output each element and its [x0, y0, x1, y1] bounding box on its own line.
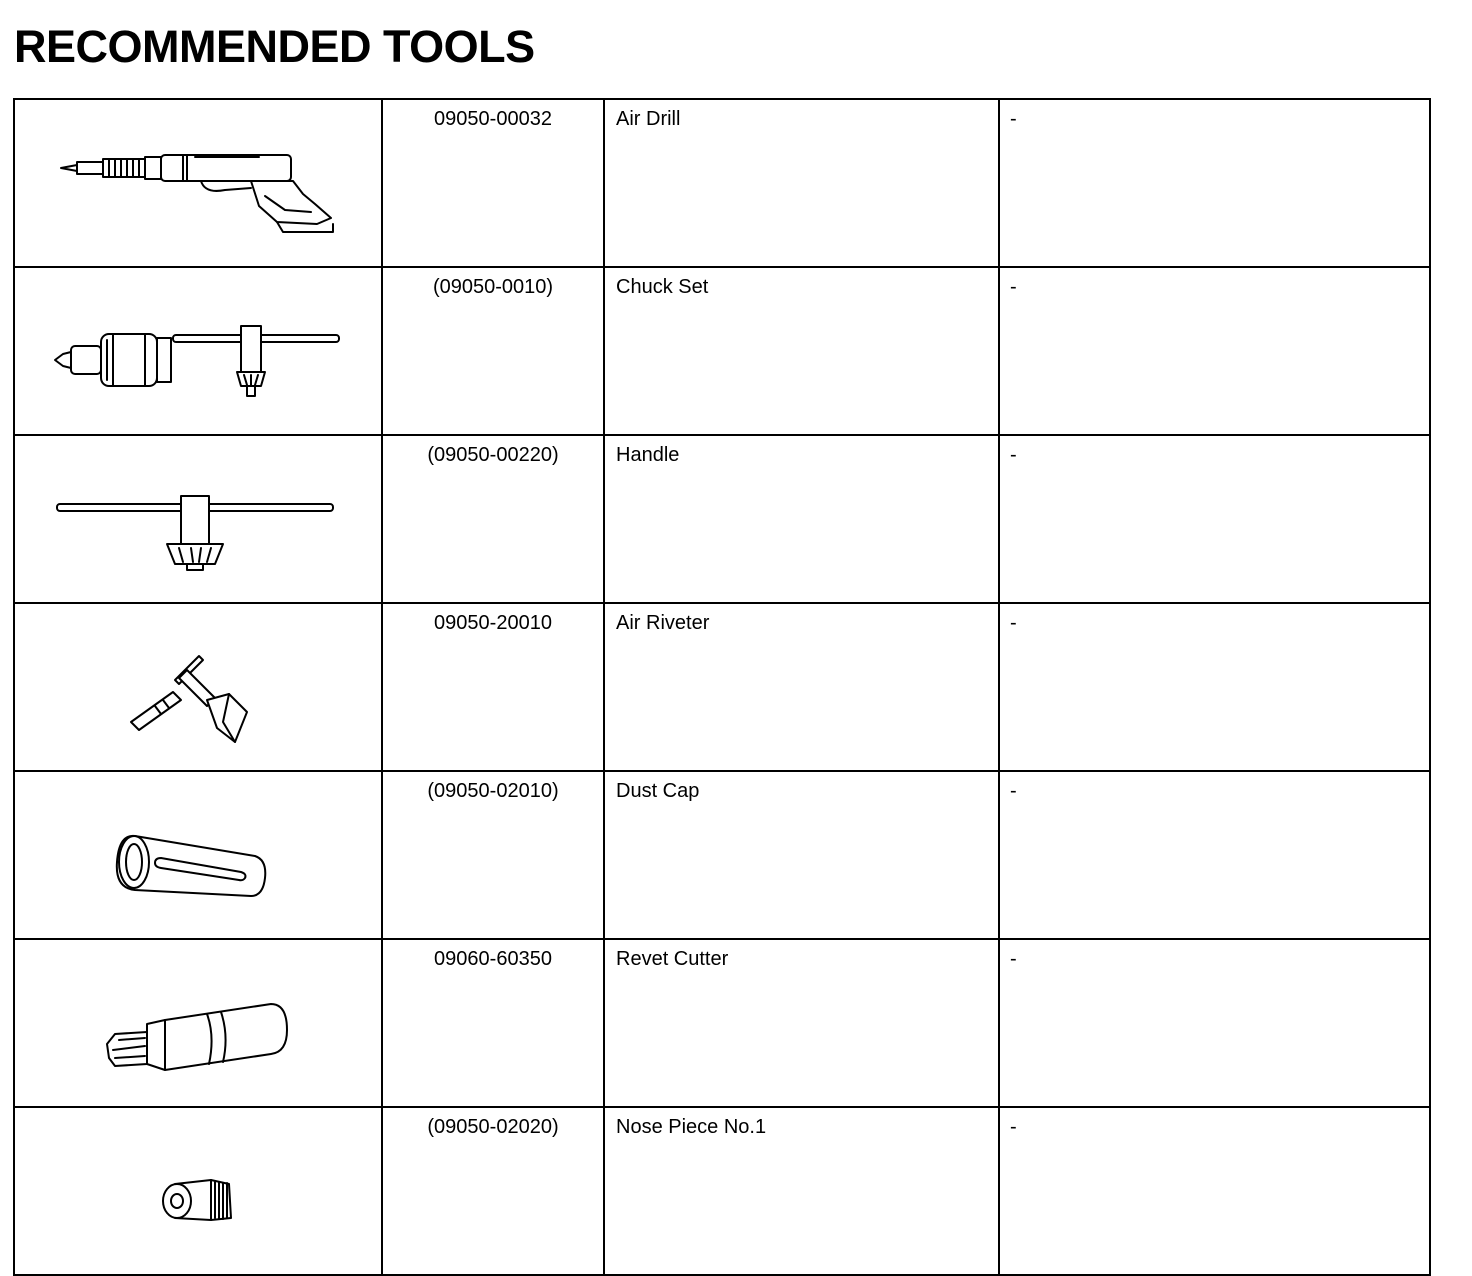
tool-note: -	[999, 603, 1430, 771]
chuck-set-icon	[15, 268, 381, 425]
table-row	[14, 435, 1430, 603]
table-row	[14, 99, 1430, 267]
tool-illustration-cell	[14, 435, 382, 603]
nose-piece-icon	[15, 1108, 381, 1265]
tool-illustration-cell	[14, 603, 382, 771]
dust-cap-icon	[15, 772, 381, 929]
tool-illustration-cell	[14, 939, 382, 1107]
page-title: RECOMMENDED TOOLS	[14, 21, 535, 72]
part-number: (09050-0010)	[382, 267, 604, 435]
tool-name: Revet Cutter	[604, 939, 999, 1107]
table-row	[14, 1107, 1430, 1275]
table-row	[14, 939, 1430, 1107]
tool-illustration-cell	[14, 99, 382, 267]
tool-name: Chuck Set	[604, 267, 999, 435]
tool-name: Air Drill	[604, 99, 999, 267]
air-drill-icon	[15, 100, 381, 257]
part-number: 09050-20010	[382, 603, 604, 771]
tool-illustration-cell	[14, 267, 382, 435]
tool-name: Dust Cap	[604, 771, 999, 939]
chuck-key-handle-icon	[15, 436, 381, 593]
air-riveter-icon	[15, 604, 381, 761]
tool-name: Air Riveter	[604, 603, 999, 771]
part-number: (09050-02010)	[382, 771, 604, 939]
tool-note: -	[999, 99, 1430, 267]
tool-note: -	[999, 771, 1430, 939]
part-number: (09050-00220)	[382, 435, 604, 603]
recommended-tools-table	[13, 98, 1431, 1276]
tool-note: -	[999, 435, 1430, 603]
rivet-cutter-icon	[15, 940, 381, 1097]
tool-note: -	[999, 939, 1430, 1107]
tool-illustration-cell	[14, 1107, 382, 1275]
tool-note: -	[999, 267, 1430, 435]
tool-illustration-cell	[14, 771, 382, 939]
part-number: 09060-60350	[382, 939, 604, 1107]
tool-name: Nose Piece No.1	[604, 1107, 999, 1275]
table-row	[14, 603, 1430, 771]
tool-name: Handle	[604, 435, 999, 603]
part-number: 09050-00032	[382, 99, 604, 267]
table-row	[14, 771, 1430, 939]
tool-note: -	[999, 1107, 1430, 1275]
table-row	[14, 267, 1430, 435]
part-number: (09050-02020)	[382, 1107, 604, 1275]
